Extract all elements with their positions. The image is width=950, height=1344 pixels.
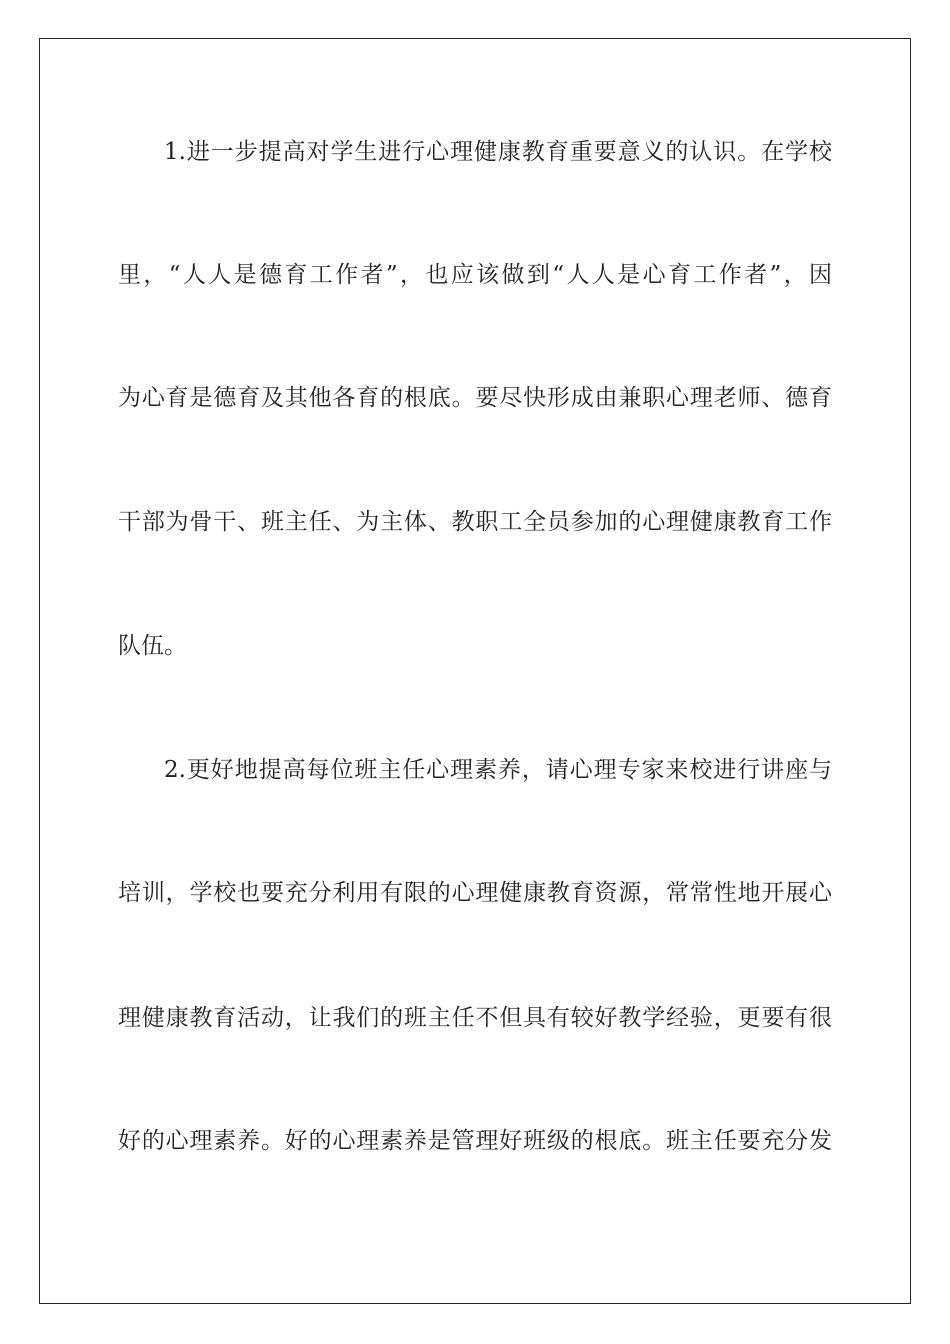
paragraph-1-line-2: 里，“人人是德育工作者”，也应该做到“人人是心育工作者”，因 bbox=[118, 262, 832, 288]
paragraph-2-line-4: 好的心理素养。好的心理素养是管理好班级的根底。班主任要充分发 bbox=[118, 1128, 832, 1154]
paragraph-2-line-1: 2.更好地提高每位班主任心理素养，请心理专家来校进行讲座与 bbox=[164, 757, 832, 783]
page-border bbox=[39, 38, 911, 1304]
paragraph-1-line-3: 为心育是德育及其他各育的根底。要尽快形成由兼职心理老师、德育 bbox=[118, 385, 832, 411]
paragraph-1-line-4: 干部为骨干、班主任、为主体、教职工全员参加的心理健康教育工作 bbox=[118, 509, 832, 535]
paragraph-1-line-5: 队伍。 bbox=[118, 633, 187, 659]
paragraph-2-line-2: 培训，学校也要充分利用有限的心理健康教育资源，常常性地开展心 bbox=[118, 880, 832, 906]
paragraph-2-line-3: 理健康教育活动，让我们的班主任不但具有较好教学经验，更要有很 bbox=[118, 1005, 832, 1031]
paragraph-1-line-1: 1.进一步提高对学生进行心理健康教育重要意义的认识。在学校 bbox=[164, 139, 832, 165]
